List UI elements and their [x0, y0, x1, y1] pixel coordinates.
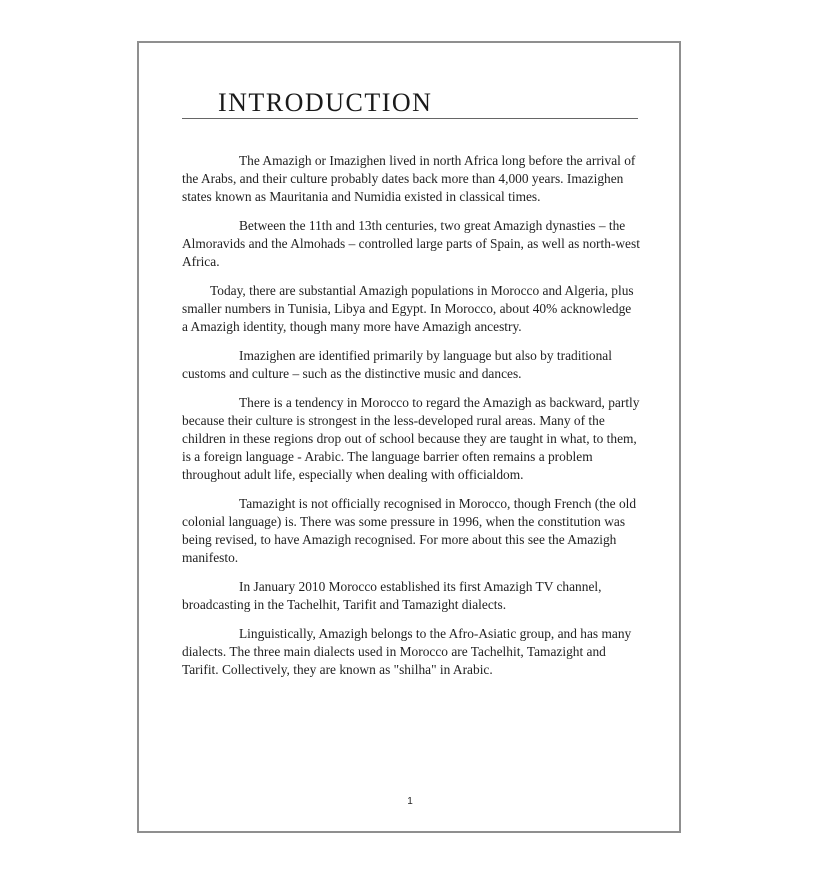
paragraph-linguistics: Linguistically, Amazigh belongs to the Afro-Asiatic group, and has many dialects. The three main dialects used in Morocco are Tachelhit, Tamazight and Tarifit. Collectively, they are known as "shilha" in Arabic.	[182, 626, 632, 677]
page-number: 1	[407, 796, 413, 807]
paragraph-identity: Imazighen are identified primarily by language but also by traditional customs and culture – such as the distinctive music and dances.	[182, 348, 612, 381]
paragraph-perception: There is a tendency in Morocco to regard the Amazigh as backward, partly because their culture is strongest in the less-developed rural areas. Many of the children in these regions drop out of school because they are taught in what, to them, is a foreign language - Arabic. The language barrier often remains a problem throughout adult life, especially when dealing with officialdom.	[182, 395, 640, 482]
paragraph-recognition: Tamazight is not officially recognised in Morocco, though French (the old colonial language) is. There was some pressure in 1996, when the constitution was being revised, to have Amazigh recognised. For more about this see the Amazigh manifesto.	[182, 496, 637, 565]
page-title: INTRODUCTION	[218, 88, 433, 117]
paragraph-populations: Today, there are substantial Amazigh populations in Morocco and Algeria, plus smaller numbers in Tunisia, Libya and Egypt. In Morocco, about 40% acknowledge a Amazigh identity, though many more have Amazigh ancestry.	[182, 283, 634, 334]
paragraph-history: The Amazigh or Imazighen lived in north Africa long before the arrival of the Arabs, and their culture probably dates back more than 4,000 years. Imazighen states known as Mauritania and Numidia existed in classical times.	[182, 153, 636, 204]
title-underline-rule	[182, 118, 638, 119]
paragraph-dynasties: Between the 11th and 13th centuries, two great Amazigh dynasties – the Almoravids and the Almohads – controlled large parts of Spain, as well as north-west Africa.	[182, 218, 640, 269]
paragraph-tv-channel: In January 2010 Morocco established its first Amazigh TV channel, broadcasting in the Tachelhit, Tarifit and Tamazight dialects.	[182, 579, 602, 612]
document-body	[182, 152, 640, 690]
